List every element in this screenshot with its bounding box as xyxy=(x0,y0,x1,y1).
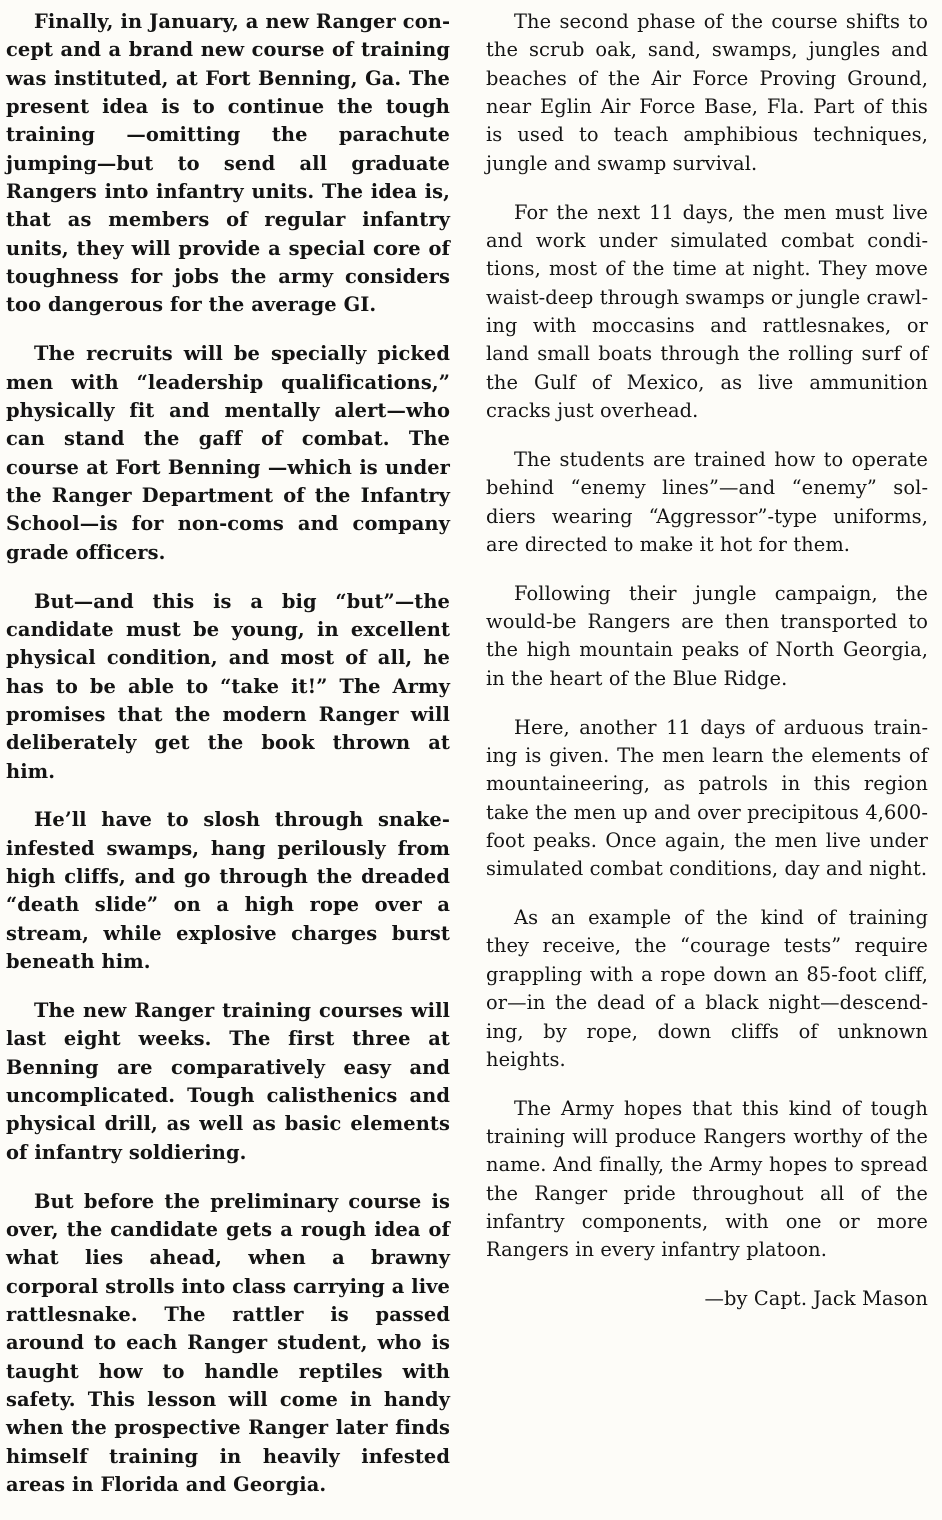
right-column xyxy=(486,8,928,1314)
paragraph: As an example of the kind of training they receive, the “courage tests” require grappling with a rope down an 85-foot cliff, or—in the dead of a black night—descending, by rope, down cliffs of unknown heights. xyxy=(486,906,928,1071)
paragraph: The second phase of the course shifts to the scrub oak, sand, swamps, jungles and beaches of the Air Force Proving Ground, near Eglin Air Force Base, Fla. Part of this is used to teach amphibious techniques, jungle and swamp survival. xyxy=(486,10,928,175)
paragraph: The students are trained how to operate behind “enemy lines”—and “enemy” soldiers wearing “Aggressor”-type uniforms, are directed to make it hot for them. xyxy=(486,447,928,556)
paragraph: The Army hopes that this kind of tough training will produce Rangers worthy of the name. And finally, the Army hopes to spread the Ranger pride throughout all of the infantry components, with one or more Rangers in every infantry platoon. xyxy=(486,1096,928,1262)
paragraph: Following their jungle campaign, the would-be Rangers are then transported to the high mountain peaks of North Georgia, in the heart of the Blue Ridge. xyxy=(486,581,928,690)
paragraph: Here, another 11 days of arduous training is given. The men learn the elements of mountaineering, as patrols in this region take the men up and over precipitous 4,600-foot peaks. Once again, the men live under simulated combat conditions, day and night. xyxy=(486,715,928,881)
paragraph: He’ll have to slosh through snake-infested swamps, hang perilously from high cliffs, and go through the dreaded “death slide” on a high rope over a stream, while explosive charges burst beneath him. xyxy=(6,808,450,974)
left-column xyxy=(6,8,450,1520)
paragraph: Finally, in January, a new Ranger concept and a brand new course of training was instituted, at Fort Benning, Ga. The present idea is to continue the tough training —omitting the parachute jumping—but to send all graduate Rangers into infantry units. The idea is, that as members of regular infantry units, they will provide a special core of toughness for jobs the army considers too dangerous for the average GI. xyxy=(6,10,450,317)
paragraph: But—and this is a big “but”—the candidate must be young, in excellent physical condition, and most of all, he has to be able to “take it!” The Army promises that the modern Ranger will deliberately get the book thrown at him. xyxy=(6,589,450,783)
paragraph: For the next 11 days, the men must live and work under simulated combat conditions, most of the time at night. They move waist-deep through swamps or jungle crawling with moccasins and rattlesnakes, or land small boats through the rolling surf of the Gulf of Mexico, as live ammunition cracks just overhead. xyxy=(486,200,928,422)
paragraph: The recruits will be specially picked men with “leadership qualifications,” physically fit and mentally alert—who can stand the gaff of combat. The course at Fort Benning —which is under the Ranger Department of the Infantry School—is for non-coms and company grade officers. xyxy=(6,342,450,564)
author-byline: —by Capt. Jack Mason xyxy=(704,1287,928,1311)
paragraph: But before the preliminary course is over, the candidate gets a rough idea of what lies ahead, when a brawny corporal strolls into class carrying a live rattlesnake. The rattler is passed around to each Ranger student, who is taught how to handle reptiles with safety. This lesson will come in handy when the prospective Ranger later finds himself training in heavily infested areas in Florida and Georgia. xyxy=(6,1189,450,1496)
paragraph: The new Ranger training courses will last eight weeks. The first three at Benning are comparatively easy and uncomplicated. Tough calisthenics and physical drill, as well as basic elements of infantry soldiering. xyxy=(6,999,450,1164)
